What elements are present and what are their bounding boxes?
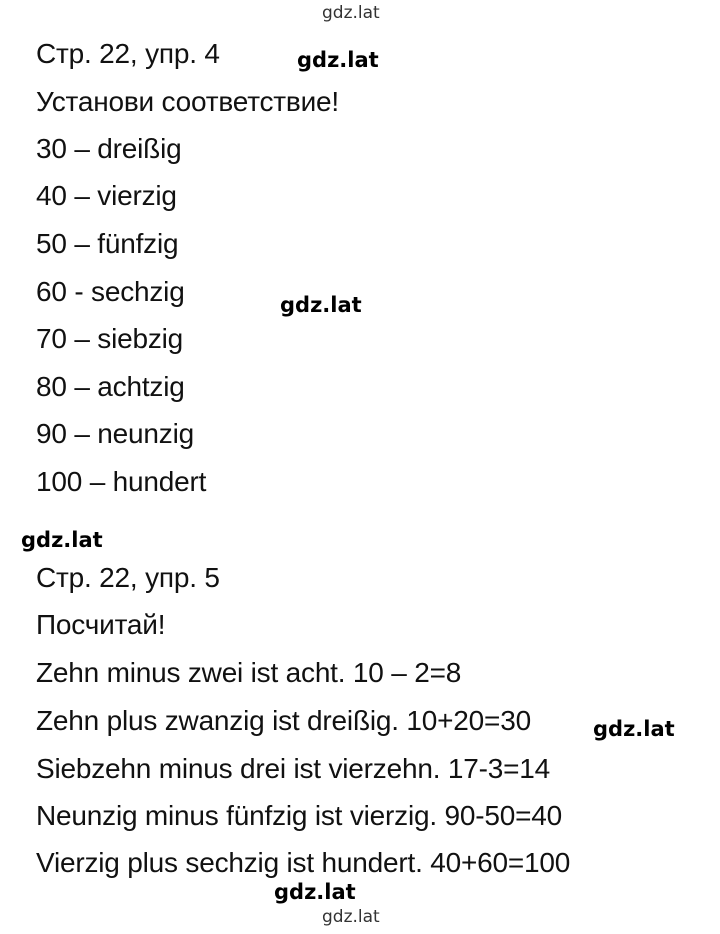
equation-line: Siebzehn minus drei ist vierzehn. 17-3=14 xyxy=(36,753,550,784)
watermark-bottom: gdz.lat xyxy=(322,907,380,927)
exercise-5-heading: Стр. 22, упр. 5 xyxy=(36,562,220,593)
match-item: 80 – achtzig xyxy=(36,371,185,402)
exercise-5-instruction: Посчитай! xyxy=(36,609,166,640)
match-item: 40 – vierzig xyxy=(36,180,177,211)
watermark-bold: gdz.lat xyxy=(593,717,675,741)
exercise-4-instruction: Установи соответствие! xyxy=(36,86,339,117)
equation-line: Zehn minus zwei ist acht. 10 – 2=8 xyxy=(36,657,462,688)
watermark-bold: gdz.lat xyxy=(280,293,362,317)
equation-line: Vierzig plus sechzig ist hundert. 40+60=100 xyxy=(36,847,571,878)
watermark-bold: gdz.lat xyxy=(297,48,379,72)
match-item: 50 – fünfzig xyxy=(36,228,179,259)
match-item: 30 – dreißig xyxy=(36,133,182,164)
match-item: 60 - sechzig xyxy=(36,276,185,307)
equation-line: Zehn plus zwanzig ist dreißig. 10+20=30 xyxy=(36,705,531,736)
watermark-bold: gdz.lat xyxy=(21,528,103,552)
match-item: 90 – neunzig xyxy=(36,418,194,449)
watermark-bold: gdz.lat xyxy=(274,880,356,904)
match-item: 70 – siebzig xyxy=(36,323,184,354)
exercise-4-heading: Стр. 22, упр. 4 xyxy=(36,38,220,69)
match-item: 100 – hundert xyxy=(36,466,207,497)
watermark-top: gdz.lat xyxy=(322,3,380,23)
equation-line: Neunzig minus fünfzig ist vierzig. 90-50=40 xyxy=(36,800,563,831)
